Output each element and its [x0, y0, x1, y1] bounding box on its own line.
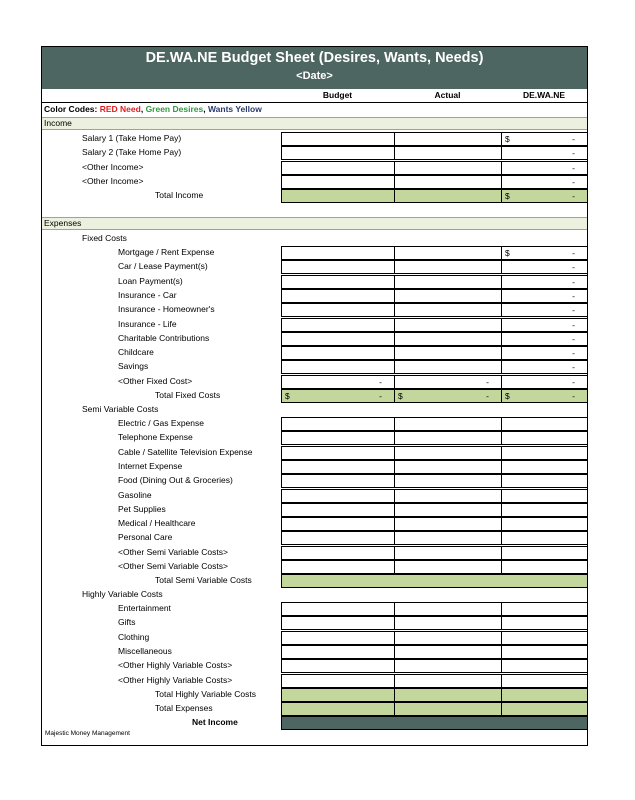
currency-symbol: $ [505, 134, 510, 144]
fixed-cost-row-budget-cell[interactable] [281, 332, 395, 346]
total-income-budget-cell[interactable] [281, 189, 395, 203]
header-divider [42, 102, 587, 103]
total-highly-variable-label: Total Highly Variable Costs [155, 688, 256, 699]
fixed-cost-row-actual-cell[interactable] [394, 260, 502, 274]
amount-value: - [572, 305, 575, 316]
semi-variable-row-dewane-cell[interactable] [501, 474, 588, 488]
currency-symbol: $ [505, 248, 510, 258]
highly-variable-row-label: Gifts [118, 617, 136, 628]
fixed-cost-row-dewane-cell[interactable] [501, 303, 588, 317]
fixed-cost-row-budget-cell[interactable] [281, 360, 395, 374]
semi-variable-row-budget-cell[interactable] [281, 546, 395, 560]
total-expenses-label: Total Expenses [155, 703, 213, 714]
fixed-cost-row-label: <Other Fixed Cost> [118, 375, 193, 386]
currency-symbol: $ [398, 391, 403, 401]
fixed-cost-row-budget-cell[interactable] [281, 346, 395, 360]
amount-value: - [572, 162, 575, 173]
income-row-label: <Other Income> [82, 161, 144, 172]
total-fixed-costs-dewane-cell[interactable] [501, 389, 588, 403]
highly-variable-row-actual-cell[interactable] [394, 645, 502, 659]
section-heading-income: Income [42, 117, 587, 130]
semi-variable-row-dewane-cell[interactable] [501, 546, 588, 560]
highly-variable-row-label: <Other Highly Variable Costs> [118, 674, 233, 685]
fixed-cost-row-actual-cell[interactable] [394, 360, 502, 374]
fixed-cost-row-dewane-cell[interactable] [501, 346, 588, 360]
color-codes-legend [44, 104, 262, 114]
highly-variable-row-budget-cell[interactable] [281, 602, 395, 616]
income-row-actual-cell[interactable] [394, 146, 502, 160]
fixed-cost-row-budget-cell[interactable] [281, 289, 395, 303]
semi-variable-row-dewane-cell[interactable] [501, 417, 588, 431]
currency-symbol: $ [505, 391, 510, 401]
semi-variable-row-label: Internet Expense [118, 460, 183, 471]
color-code-red-need: RED Need [99, 104, 141, 114]
highly-variable-row-dewane-cell[interactable] [501, 674, 588, 688]
fixed-cost-row-budget-cell[interactable] [281, 318, 395, 332]
income-row-actual-cell[interactable] [394, 132, 502, 146]
income-row-label: Salary 1 (Take Home Pay) [82, 133, 182, 143]
income-row-label: Salary 2 (Take Home Pay) [82, 147, 182, 158]
total-income-dewane-cell[interactable] [501, 189, 588, 203]
highly-variable-row-budget-cell[interactable] [281, 674, 395, 688]
semi-variable-row-actual-cell[interactable] [394, 531, 502, 545]
semi-variable-row-dewane-cell[interactable] [501, 460, 588, 474]
fixed-cost-row-budget-cell[interactable] [281, 375, 395, 389]
amount-value: - [572, 148, 575, 159]
semi-variable-row-actual-cell[interactable] [394, 489, 502, 503]
budget-sheet [41, 46, 588, 746]
amount-value: - [572, 376, 575, 387]
fixed-cost-row-dewane-cell[interactable] [501, 318, 588, 332]
semi-variable-row-label: Medical / Healthcare [118, 518, 196, 529]
semi-variable-row-dewane-cell[interactable] [501, 531, 588, 545]
column-header-budget: Budget [322, 90, 353, 100]
income-row-budget-cell[interactable] [281, 132, 395, 146]
section-heading-expenses: Expenses [42, 217, 587, 230]
column-header-dewane: DE.WA.NE [522, 90, 566, 100]
semi-variable-row-actual-cell[interactable] [394, 560, 502, 574]
fixed-cost-row-dewane-cell[interactable] [501, 260, 588, 274]
semi-variable-row-budget-cell[interactable] [281, 489, 395, 503]
column-header-actual: Actual [434, 90, 461, 100]
fixed-cost-row-budget-cell[interactable] [281, 246, 395, 260]
color-code-green-desires: Green Desires [145, 104, 204, 114]
highly-variable-row-dewane-cell[interactable] [501, 602, 588, 616]
semi-variable-row-actual-cell[interactable] [394, 474, 502, 488]
amount-value: - [486, 376, 489, 387]
total-fixed-costs-actual-cell[interactable] [394, 389, 502, 403]
income-row-label: <Other Income> [82, 175, 144, 186]
semi-variable-row-dewane-cell[interactable] [501, 560, 588, 574]
highly-variable-row-actual-cell[interactable] [394, 659, 502, 673]
highly-variable-row-label: Miscellaneous [118, 645, 172, 656]
highly-variable-row-budget-cell[interactable] [281, 645, 395, 659]
highly-variable-row-actual-cell[interactable] [394, 602, 502, 616]
semi-variable-row-dewane-cell[interactable] [501, 446, 588, 460]
fixed-cost-row-label: Loan Payment(s) [118, 275, 183, 286]
total-expenses-budget-cell[interactable] [281, 702, 395, 716]
highly-variable-row-label: Clothing [118, 631, 150, 642]
semi-variable-row-label: Gasoline [118, 489, 152, 500]
semi-variable-row-label: <Other Semi Variable Costs> [118, 561, 228, 571]
total-highly-variable-actual-cell[interactable] [394, 688, 502, 702]
highly-variable-row-budget-cell[interactable] [281, 631, 395, 645]
income-row-budget-cell[interactable] [281, 146, 395, 160]
fixed-cost-row-actual-cell[interactable] [394, 246, 502, 260]
fixed-cost-row-actual-cell[interactable] [394, 318, 502, 332]
total-fixed-costs-label: Total Fixed Costs [155, 390, 221, 400]
semi-variable-row-actual-cell[interactable] [394, 417, 502, 431]
fixed-cost-row-actual-cell[interactable] [394, 375, 502, 389]
fixed-cost-row-actual-cell[interactable] [394, 303, 502, 317]
footer-brand: Majestic Money Management [45, 730, 130, 737]
total-fixed-costs-budget-cell[interactable] [281, 389, 395, 403]
fixed-cost-row-label: Insurance - Car [118, 289, 177, 300]
semi-variable-row-actual-cell[interactable] [394, 546, 502, 560]
title-banner [42, 47, 587, 89]
highly-variable-row-dewane-cell[interactable] [501, 645, 588, 659]
fixed-cost-row-label: Savings [118, 361, 149, 372]
income-row-dewane-cell[interactable] [501, 132, 588, 146]
semi-variable-row-budget-cell[interactable] [281, 460, 395, 474]
semi-variable-row-label: Personal Care [118, 532, 173, 543]
amount-value: - [572, 319, 575, 330]
fixed-cost-row-actual-cell[interactable] [394, 275, 502, 289]
fixed-cost-row-budget-cell[interactable] [281, 275, 395, 289]
fixed-cost-row-dewane-cell[interactable] [501, 375, 588, 389]
amount-value: - [379, 376, 382, 387]
amount-value: - [572, 176, 575, 187]
income-row-dewane-cell[interactable] [501, 175, 588, 189]
semi-variable-row-budget-cell[interactable] [281, 417, 395, 431]
semi-variable-row-budget-cell[interactable] [281, 560, 395, 574]
semi-variable-heading: Semi Variable Costs [82, 404, 159, 414]
highly-variable-row-actual-cell[interactable] [394, 674, 502, 688]
semi-variable-row-label: Telephone Expense [118, 432, 193, 443]
semi-variable-row-actual-cell[interactable] [394, 503, 502, 517]
net-income-cell[interactable] [281, 716, 588, 730]
highly-variable-row-budget-cell[interactable] [281, 616, 395, 630]
amount-value: - [572, 276, 575, 287]
total-semi-variable-label: Total Semi Variable Costs [155, 575, 252, 586]
highly-variable-row-actual-cell[interactable] [394, 616, 502, 630]
color-code-wants-yellow: Wants Yellow [207, 104, 262, 114]
semi-variable-row-budget-cell[interactable] [281, 503, 395, 517]
net-income-label: Net Income [192, 717, 238, 728]
highly-variable-row-actual-cell[interactable] [394, 631, 502, 645]
semi-variable-row-dewane-cell[interactable] [501, 517, 588, 531]
amount-value: - [572, 362, 575, 373]
highly-variable-row-label: Entertainment [118, 603, 171, 613]
semi-variable-row-budget-cell[interactable] [281, 531, 395, 545]
semi-variable-row-label: Electric / Gas Expense [118, 418, 204, 428]
date-placeholder: <Date> [296, 70, 333, 82]
total-income-label: Total Income [155, 190, 204, 201]
fixed-cost-row-label: Charitable Contributions [118, 332, 210, 343]
fixed-cost-row-dewane-cell[interactable] [501, 289, 588, 303]
fixed-cost-row-label: Insurance - Homeowner's [118, 304, 215, 315]
semi-variable-row-budget-cell[interactable] [281, 431, 395, 445]
color-codes-separator: , [203, 104, 208, 114]
semi-variable-row-actual-cell[interactable] [394, 431, 502, 445]
amount-value: - [379, 391, 382, 401]
fixed-cost-row-budget-cell[interactable] [281, 303, 395, 317]
semi-variable-row-budget-cell[interactable] [281, 446, 395, 460]
highly-variable-row-label: <Other Highly Variable Costs> [118, 660, 233, 671]
color-codes-separator: , [140, 104, 146, 114]
fixed-cost-row-label: Childcare [118, 347, 154, 358]
semi-variable-row-budget-cell[interactable] [281, 517, 395, 531]
highly-variable-row-dewane-cell[interactable] [501, 631, 588, 645]
income-row-actual-cell[interactable] [394, 161, 502, 175]
fixed-cost-row-dewane-cell[interactable] [501, 246, 588, 260]
currency-symbol: $ [285, 391, 290, 401]
income-row-dewane-cell[interactable] [501, 161, 588, 175]
fixed-cost-row-budget-cell[interactable] [281, 260, 395, 274]
fixed-cost-row-dewane-cell[interactable] [501, 275, 588, 289]
income-row-budget-cell[interactable] [281, 175, 395, 189]
fixed-costs-heading: Fixed Costs [82, 233, 127, 243]
semi-variable-row-actual-cell[interactable] [394, 460, 502, 474]
total-expenses-dewane-cell[interactable] [501, 702, 588, 716]
highly-variable-heading: Highly Variable Costs [82, 589, 163, 599]
total-highly-variable-dewane-cell[interactable] [501, 688, 588, 702]
fixed-cost-row-label: Mortgage / Rent Expense [118, 247, 215, 257]
fixed-cost-row-actual-cell[interactable] [394, 346, 502, 360]
amount-value: - [572, 262, 575, 273]
amount-value: - [572, 191, 575, 202]
amount-value: - [572, 391, 575, 401]
total-expenses-actual-cell[interactable] [394, 702, 502, 716]
fixed-cost-row-dewane-cell[interactable] [501, 360, 588, 374]
semi-variable-row-budget-cell[interactable] [281, 474, 395, 488]
income-row-dewane-cell[interactable] [501, 146, 588, 160]
semi-variable-row-label: Pet Supplies [118, 503, 166, 514]
fixed-cost-row-actual-cell[interactable] [394, 332, 502, 346]
currency-symbol: $ [505, 191, 510, 202]
amount-value: - [572, 348, 575, 359]
fixed-cost-row-label: Car / Lease Payment(s) [118, 261, 208, 272]
semi-variable-row-actual-cell[interactable] [394, 446, 502, 460]
semi-variable-row-label: Cable / Satellite Television Expense [118, 446, 253, 457]
semi-variable-row-label: <Other Semi Variable Costs> [118, 546, 228, 557]
income-row-budget-cell[interactable] [281, 161, 395, 175]
total-income-actual-cell[interactable] [394, 189, 502, 203]
amount-value: - [572, 290, 575, 301]
highly-variable-row-dewane-cell[interactable] [501, 659, 588, 673]
amount-value: - [572, 134, 575, 144]
amount-value: - [572, 333, 575, 344]
income-row-actual-cell[interactable] [394, 175, 502, 189]
fixed-cost-row-dewane-cell[interactable] [501, 332, 588, 346]
highly-variable-row-dewane-cell[interactable] [501, 616, 588, 630]
fixed-cost-row-label: Insurance - Life [118, 318, 177, 329]
amount-value: - [486, 391, 489, 401]
color-codes-prefix: Color Codes: [44, 104, 100, 114]
semi-variable-row-dewane-cell[interactable] [501, 431, 588, 445]
sheet-title: DE.WA.NE Budget Sheet (Desires, Wants, Needs) [145, 50, 484, 66]
semi-variable-row-dewane-cell[interactable] [501, 503, 588, 517]
amount-value: - [572, 248, 575, 258]
total-semi-variable-cell[interactable] [281, 574, 588, 588]
total-highly-variable-budget-cell[interactable] [281, 688, 395, 702]
semi-variable-row-dewane-cell[interactable] [501, 489, 588, 503]
fixed-cost-row-actual-cell[interactable] [394, 289, 502, 303]
highly-variable-row-budget-cell[interactable] [281, 659, 395, 673]
semi-variable-row-label: Food (Dining Out & Groceries) [118, 475, 233, 486]
semi-variable-row-actual-cell[interactable] [394, 517, 502, 531]
